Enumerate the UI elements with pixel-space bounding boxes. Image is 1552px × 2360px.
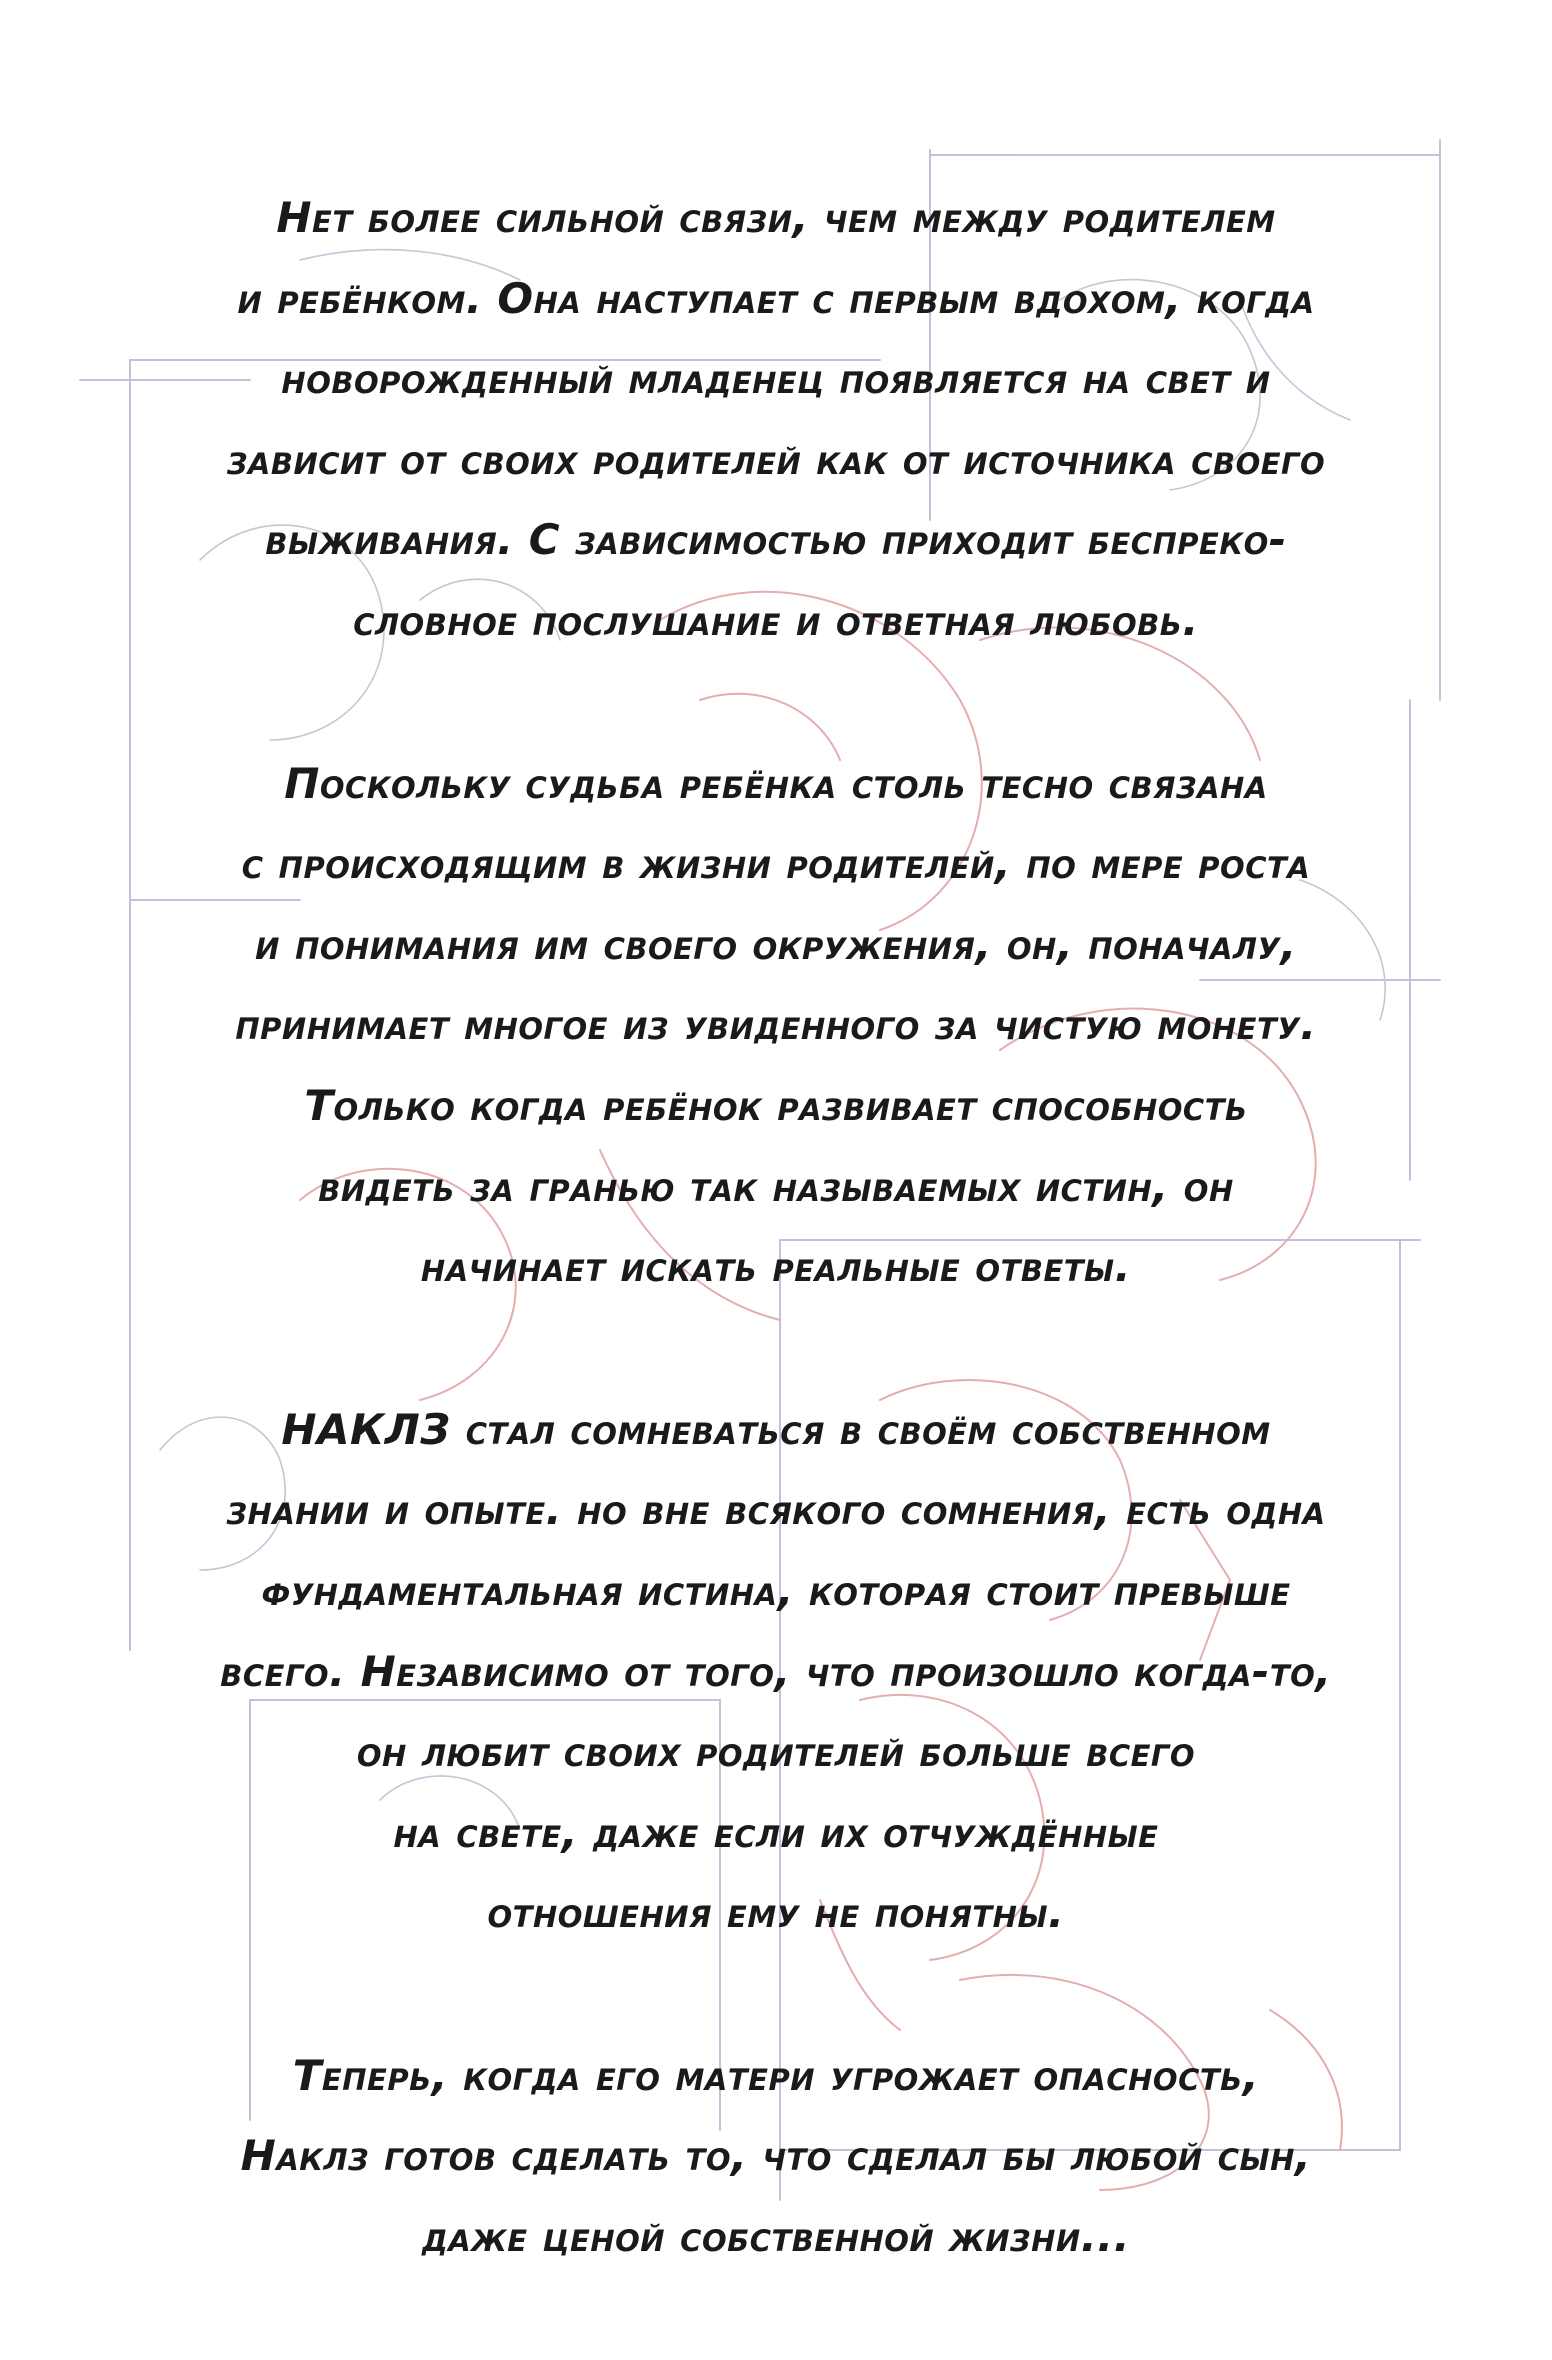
text-line: и понимания им своего окружения, он, поначалу, <box>255 919 1297 969</box>
paragraph-3 <box>110 1390 1442 1954</box>
text-line: Теперь, когда его матери угрожает опасность, <box>292 2050 1260 2100</box>
text-line: начинает искать реальные ответы. <box>420 1242 1132 1292</box>
text-line: он любит своих родителей больше всего <box>356 1727 1196 1777</box>
text-line: Поскольку судьба ребёнка столь тесно связана <box>284 758 1268 808</box>
text-line: словное послушание и ответная любовь. <box>353 595 1199 645</box>
text-line: фундаментальная истина, которая стоит превыше <box>261 1565 1291 1615</box>
text-line: зависит от своих родителей как от источника своего <box>226 434 1326 484</box>
paragraph-1 <box>110 178 1442 662</box>
text-line: Только когда ребёнок развивает способность <box>304 1080 1248 1130</box>
text-line: знании и опыте. но вне всякого сомнения, есть одна <box>226 1485 1326 1535</box>
text-line: Нет более сильной связи, чем между родителем <box>276 193 1276 242</box>
text-line: принимает многое из увиденного за чистую монету. <box>235 1000 1317 1050</box>
text-line: даже ценой собственной жизни... <box>421 2212 1131 2262</box>
paragraph-4 <box>110 2036 1442 2278</box>
text-line: новорожденный младенец появляется на свет и <box>281 354 1271 404</box>
text-line: и ребёнком. Она наступает с первым вдохом, когда <box>237 273 1315 323</box>
text-line: с происходящим в жизни родителей, по мере роста <box>241 839 1311 889</box>
text-block <box>110 178 1442 2360</box>
text-line: выживания. С зависимостью приходит беспреко- <box>265 515 1287 565</box>
text-line: отношения ему не понятны. <box>487 1888 1065 1938</box>
text-line: на свете, даже если их отчуждённые <box>393 1807 1159 1857</box>
text-line: всего. Независимо от того, что произошло когда-то, <box>220 1646 1332 1696</box>
text-line: видеть за гранью так называемых истин, он <box>318 1161 1234 1211</box>
text-line: Наклз готов сделать то, что сделал бы любой сын, <box>240 2131 1312 2181</box>
paragraph-2 <box>110 744 1442 1308</box>
text-line: НАКЛЗ стал сомневаться в своём собственном <box>281 1404 1271 1454</box>
